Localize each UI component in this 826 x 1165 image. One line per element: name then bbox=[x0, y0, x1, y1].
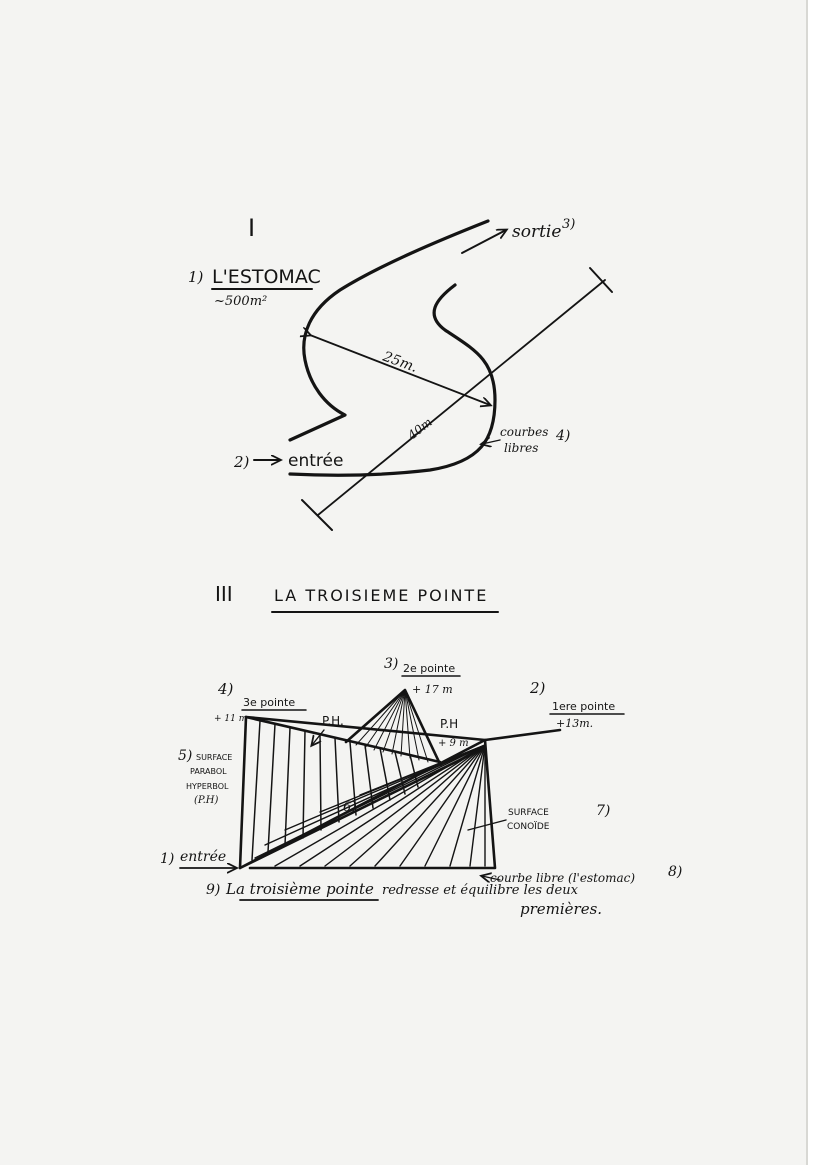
section-3-roman: III bbox=[215, 582, 233, 606]
label-4: 4) bbox=[556, 428, 571, 444]
ridge-lines bbox=[240, 717, 560, 868]
pointe2-number: 3) bbox=[384, 656, 399, 672]
pointe1-height: +13m. bbox=[556, 717, 594, 730]
stomach-outer-curve bbox=[290, 221, 488, 440]
label-3: 3) bbox=[562, 217, 576, 232]
libres-label: libres bbox=[504, 441, 539, 455]
left-ph-surface-outline bbox=[240, 717, 440, 868]
courbes-label: courbes bbox=[500, 425, 549, 439]
label-2: 2) bbox=[234, 453, 250, 471]
section-1-roman: I bbox=[248, 214, 256, 242]
conoide-number: 7) bbox=[596, 803, 611, 819]
section-3-troisieme-pointe bbox=[160, 582, 682, 918]
stomach-inner-curve bbox=[290, 285, 495, 475]
surface-ph-line-1: SURFACE bbox=[196, 753, 233, 762]
section-1-estomac bbox=[188, 214, 612, 530]
caption-underlined: La troisième pointe bbox=[226, 880, 374, 898]
surface-ph-line-3: HYPERBOL bbox=[186, 782, 229, 791]
pointe2-height: + 17 m bbox=[412, 683, 453, 696]
pointe3-height: + 11 m bbox=[214, 714, 248, 724]
length-dimension-label: 40m bbox=[405, 414, 435, 443]
ph-left-label: P.H. bbox=[322, 714, 344, 728]
label-1: 1) bbox=[188, 268, 204, 286]
length-tick-top bbox=[590, 268, 612, 292]
sortie-arrow bbox=[462, 230, 506, 253]
ph-right-label: P.H bbox=[440, 717, 459, 731]
sortie-label: sortie bbox=[512, 222, 562, 242]
label-6: 6) bbox=[343, 800, 357, 815]
pointe3-label: 3e pointe bbox=[243, 696, 296, 709]
entree-label: entrée bbox=[288, 451, 344, 471]
conoide-pointer bbox=[468, 820, 506, 830]
entree-label-3: entrée bbox=[180, 849, 227, 865]
surface-ph-line-2: PARABOL bbox=[190, 767, 227, 776]
surface-ph-line-4: (P.H) bbox=[194, 795, 219, 806]
courbe-libre-label: courbe libre (l'estomac) bbox=[490, 871, 636, 885]
caption-rest-1: redresse et équilibre les deux bbox=[382, 883, 578, 898]
label-8: 8) bbox=[668, 864, 683, 880]
ph-right-height: + 9 m bbox=[438, 738, 469, 749]
caption-number: 9) bbox=[206, 882, 221, 898]
conoide-line-2: CONOÏDE bbox=[507, 822, 550, 832]
estomac-area: ~500m² bbox=[214, 294, 268, 309]
pointe1-label: 1ere pointe bbox=[552, 700, 616, 713]
length-dimension-line bbox=[318, 280, 605, 515]
entree-number: 1) bbox=[160, 851, 175, 867]
caption-rest-2: premières. bbox=[520, 900, 603, 918]
surface-ph-number: 5) bbox=[178, 748, 193, 764]
section-3-title: LA TROISIEME POINTE bbox=[274, 586, 489, 605]
estomac-title: L'ESTOMAC bbox=[212, 266, 321, 288]
pointe2-label: 2e pointe bbox=[403, 662, 456, 675]
pointe3-number: 4) bbox=[218, 680, 234, 698]
pointe1-number: 2) bbox=[530, 679, 546, 697]
conoide-line-1: SURFACE bbox=[508, 808, 549, 818]
length-tick-bottom bbox=[302, 500, 332, 530]
width-dimension-label: 25m. bbox=[380, 348, 420, 376]
